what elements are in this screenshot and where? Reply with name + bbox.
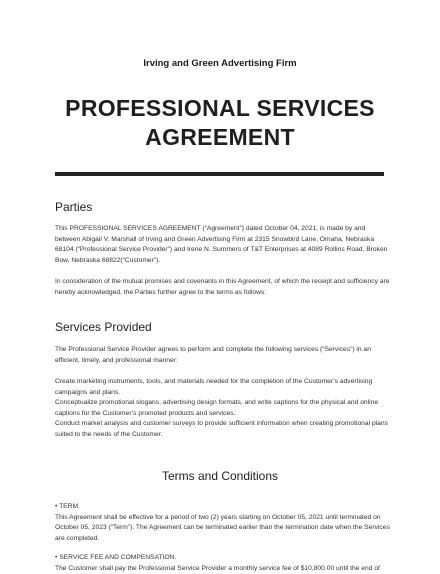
term-clause xyxy=(55,502,390,544)
section-heading-terms: Terms and Conditions xyxy=(161,469,279,483)
title-divider xyxy=(55,172,384,176)
fee-text: The Customer shall pay the Professional Service Provider a monthly service fee of $10,800.00 until the end of xyxy=(55,564,380,572)
services-intro-paragraph: The Professional Service Provider agrees to perform and complete the following services (“Services”) in an efficient, timely, and professional manner: xyxy=(55,346,371,364)
document-title xyxy=(0,94,440,152)
list-item: Create marketing instruments, tools, and materials needed for the completion of the Customer’s advertising campaigns and plans. xyxy=(55,378,373,396)
firm-name: Irving and Green Advertising Firm xyxy=(143,58,297,69)
fee-clause xyxy=(55,553,390,574)
parties-paragraph: This PROFESSIONAL SERVICES AGREEMENT (“Agreement”) dated October 04, 2021, is made by and between Abigail V. Marshall of Irving and Green Advertising Firm at 2315 Snowbird Lane, Omaha, Nebraska 68104 (“Professional Service Provider”) and Irene N. Summers of T&T Enterprises at 4089 Rollins Road, Broken Bow, Nebraska 68822(“Customer”). xyxy=(55,225,388,264)
term-label: • TERM. xyxy=(55,503,80,510)
term-text: This Agreement shall be effective for a period of two (2) years starting on October 05, 2021 until terminated on October 05, 2023 (“Term”). The Agreement can be terminated earlier than the termination date when the Services are completed. xyxy=(55,513,390,542)
fee-label: • SERVICE FEE AND COMPENSATION. xyxy=(55,554,177,561)
document-title-line-1: PROFESSIONAL SERVICES xyxy=(65,95,375,121)
section-heading-parties: Parties xyxy=(55,200,93,214)
list-item: Conduct market analysis and customer surveys to provide sufficient information when creating promotional plans suited to the needs of the Customer. xyxy=(55,420,388,438)
consideration-paragraph: In consideration of the mutual promises and covenants in this Agreement, of which the receipt and sufficiency are hereby acknowledged, the Parties further agree to the terms as follows: xyxy=(55,278,390,296)
section-heading-services: Services Provided xyxy=(55,320,152,334)
services-list xyxy=(55,377,390,441)
list-item: Conceptualize promotional slogans, advertising design formats, and write captions for the physical and online captions for the Customer’s promoted products and services. xyxy=(55,399,379,417)
document-title-line-2: AGREEMENT xyxy=(145,124,295,150)
